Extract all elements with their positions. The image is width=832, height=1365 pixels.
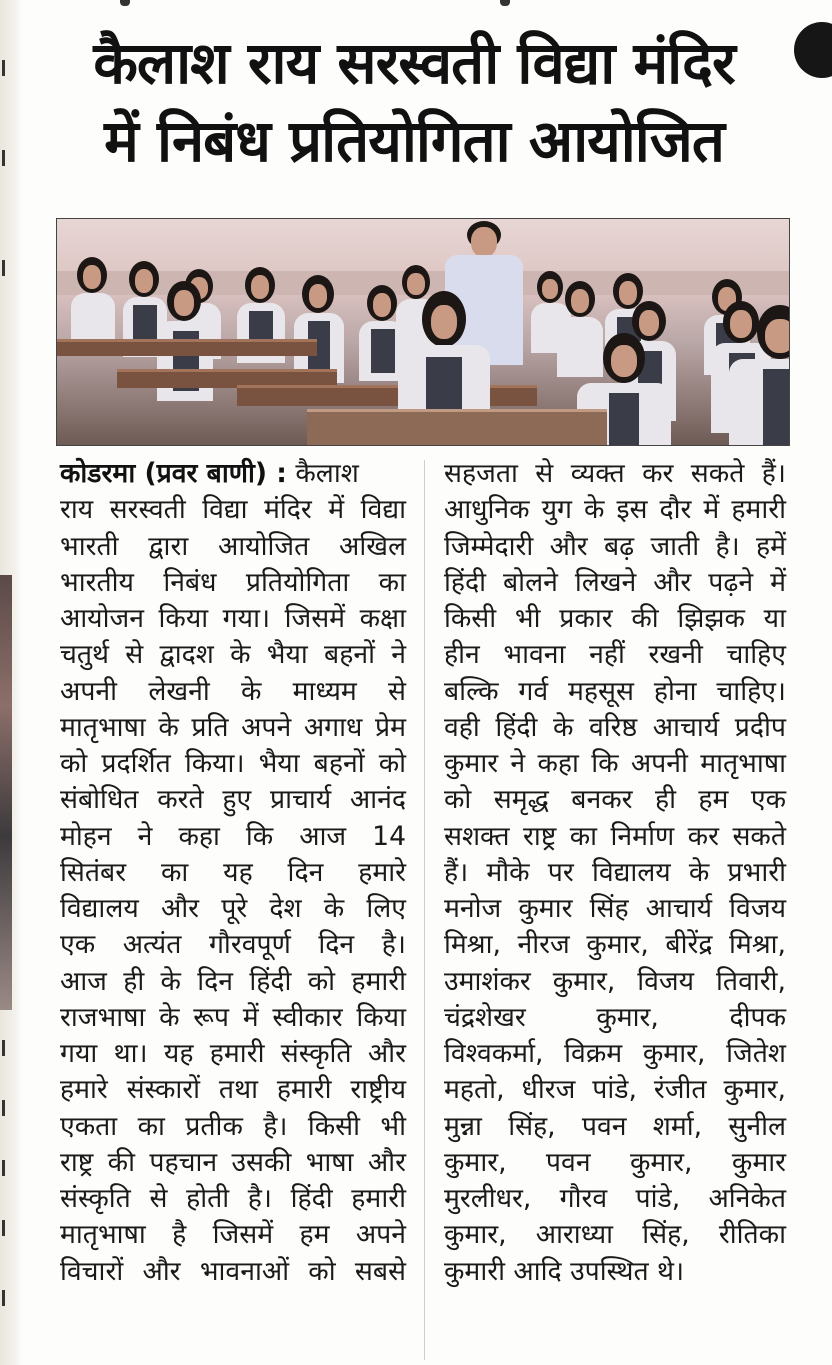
- article-line: अपनी लेखनी के माध्यम से: [60, 675, 406, 707]
- article-line: चतुर्थ से द्वादश के भैया बहनों ने: [60, 639, 406, 671]
- article-line: राष्ट्र की पहचान उसकी भाषा और: [60, 1146, 406, 1178]
- article-line: कुमार, पवन कुमार, कुमार: [444, 1146, 786, 1178]
- article-line: वही हिंदी के वरिष्ठ आचार्य प्रदीप: [444, 711, 786, 743]
- headline-line-1: कैलाश राय सरस्वती विद्या मंदिर: [93, 29, 735, 97]
- article-line: एकता का प्रतीक है। किसी भी: [60, 1110, 406, 1142]
- edge-mark: [2, 1100, 5, 1116]
- column-divider: [424, 460, 425, 1360]
- article-line: हैं। मौके पर विद्यालय के प्रभारी: [444, 856, 786, 888]
- article-line: चंद्रशेखर कुमार, दीपक: [444, 1001, 786, 1033]
- article-line: उमाशंकर कुमार, विजय तिवारी,: [444, 965, 786, 997]
- adjacent-photo-sliver: [0, 575, 12, 1010]
- article-line: सशक्त राष्ट्र का निर्माण कर सकते: [444, 820, 786, 852]
- article-line: विचारों और भावनाओं को सबसे: [60, 1255, 406, 1287]
- edge-mark: [2, 1220, 5, 1236]
- page-tab-marker: [794, 22, 832, 78]
- article-line: हीन भावना नहीं रखनी चाहिए: [444, 639, 786, 671]
- article-line: कुमारी आदि उपस्थित थे।: [444, 1255, 685, 1287]
- classroom-desk: [307, 409, 607, 446]
- article-line: संबोधित करते हुए प्राचार्य आनंद: [60, 784, 406, 816]
- edge-mark: [2, 1160, 5, 1176]
- edge-mark: [2, 60, 5, 76]
- classroom-desk: [237, 385, 537, 406]
- article-line: हिंदी बोलने लिखने और पढ़ने में: [444, 566, 786, 598]
- article-line: कुमार, आराध्या सिंह, रीतिका: [444, 1219, 786, 1251]
- classroom-desk: [57, 339, 317, 356]
- article-line: राजभाषा के रूप में स्वीकार किया: [60, 1001, 406, 1033]
- article-line: सहजता से व्यक्त कर सकते हैं।: [444, 458, 786, 489]
- article-line: आयोजन किया गया। जिसमें कक्षा: [60, 603, 406, 634]
- article-line: हमारे संस्कारों तथा हमारी राष्ट्रीय: [60, 1074, 406, 1106]
- article-text: कैलाश: [286, 458, 359, 489]
- article-line: संस्कृति से होती है। हिंदी हमारी: [60, 1183, 406, 1214]
- article-line: गया था। यह हमारी संस्कृति और: [60, 1038, 406, 1069]
- headline-line-2: में निबंध प्रतियोगिता आयोजित: [104, 107, 724, 175]
- article-line: मिश्रा, नीरज कुमार, बीरेंद्र मिश्रा,: [444, 929, 786, 961]
- article-line: सितंबर का यह दिन हमारे: [60, 856, 406, 888]
- headline: [36, 24, 792, 180]
- edge-mark: [2, 260, 5, 276]
- article-line: भारतीय निबंध प्रतियोगिता का: [60, 566, 406, 598]
- article-column-right: [444, 456, 786, 1290]
- article-line: एक अत्यंत गौरवपूर्ण दिन है।: [60, 929, 406, 961]
- classroom-photo: [56, 218, 790, 446]
- article-line: मातृभाषा है जिसमें हम अपने: [60, 1219, 406, 1251]
- dateline: कोडरमा (प्रवर बाणी) :: [60, 458, 287, 489]
- article-line: मुन्ना सिंह, पवन शर्मा, सुनील: [444, 1110, 786, 1142]
- article-line: मोहन ने कहा कि आज 14: [60, 820, 406, 852]
- article-line: मुरलीधर, गौरव पांडे, अनिकेत: [444, 1183, 786, 1214]
- article-line: आज ही के दिन हिंदी को हमारी: [60, 965, 406, 997]
- article-column-left: [60, 456, 406, 1290]
- article-line: किसी भी प्रकार की झिझक या: [444, 603, 786, 634]
- article-line: मातृभाषा के प्रति अपने अगाध प्रेम: [60, 711, 406, 743]
- article-line: जिम्मेदारी और बढ़ जाती है। हमें: [444, 530, 786, 562]
- article-line: विद्यालय और पूरे देश के लिए: [60, 893, 406, 924]
- article-line: मनोज कुमार सिंह आचार्य विजय: [444, 893, 786, 924]
- article-line: आधुनिक युग के इस दौर में हमारी: [444, 494, 786, 526]
- article-line: को समृद्ध बनकर ही हम एक: [444, 784, 786, 816]
- edge-mark: [2, 1290, 5, 1306]
- article-line: बल्कि गर्व महसूस होना चाहिए।: [444, 675, 786, 707]
- adjacent-column-edge: [0, 0, 22, 1365]
- article-line: को प्रदर्शित किया। भैया बहनों को: [60, 748, 406, 779]
- article-line: भारती द्वारा आयोजित अखिल: [60, 530, 406, 562]
- article-line: विश्वकर्मा, विक्रम कुमार, जितेश: [444, 1038, 786, 1069]
- article-line: राय सरस्वती विद्या मंदिर में विद्या: [60, 494, 406, 526]
- edge-mark: [2, 1040, 5, 1056]
- article-line: महतो, धीरज पांडे, रंजीत कुमार,: [444, 1074, 786, 1106]
- top-edge-marks: [30, 0, 792, 6]
- article-line: कुमार ने कहा कि अपनी मातृभाषा: [444, 748, 786, 779]
- article-first-line: [60, 456, 406, 492]
- edge-mark: [2, 150, 5, 166]
